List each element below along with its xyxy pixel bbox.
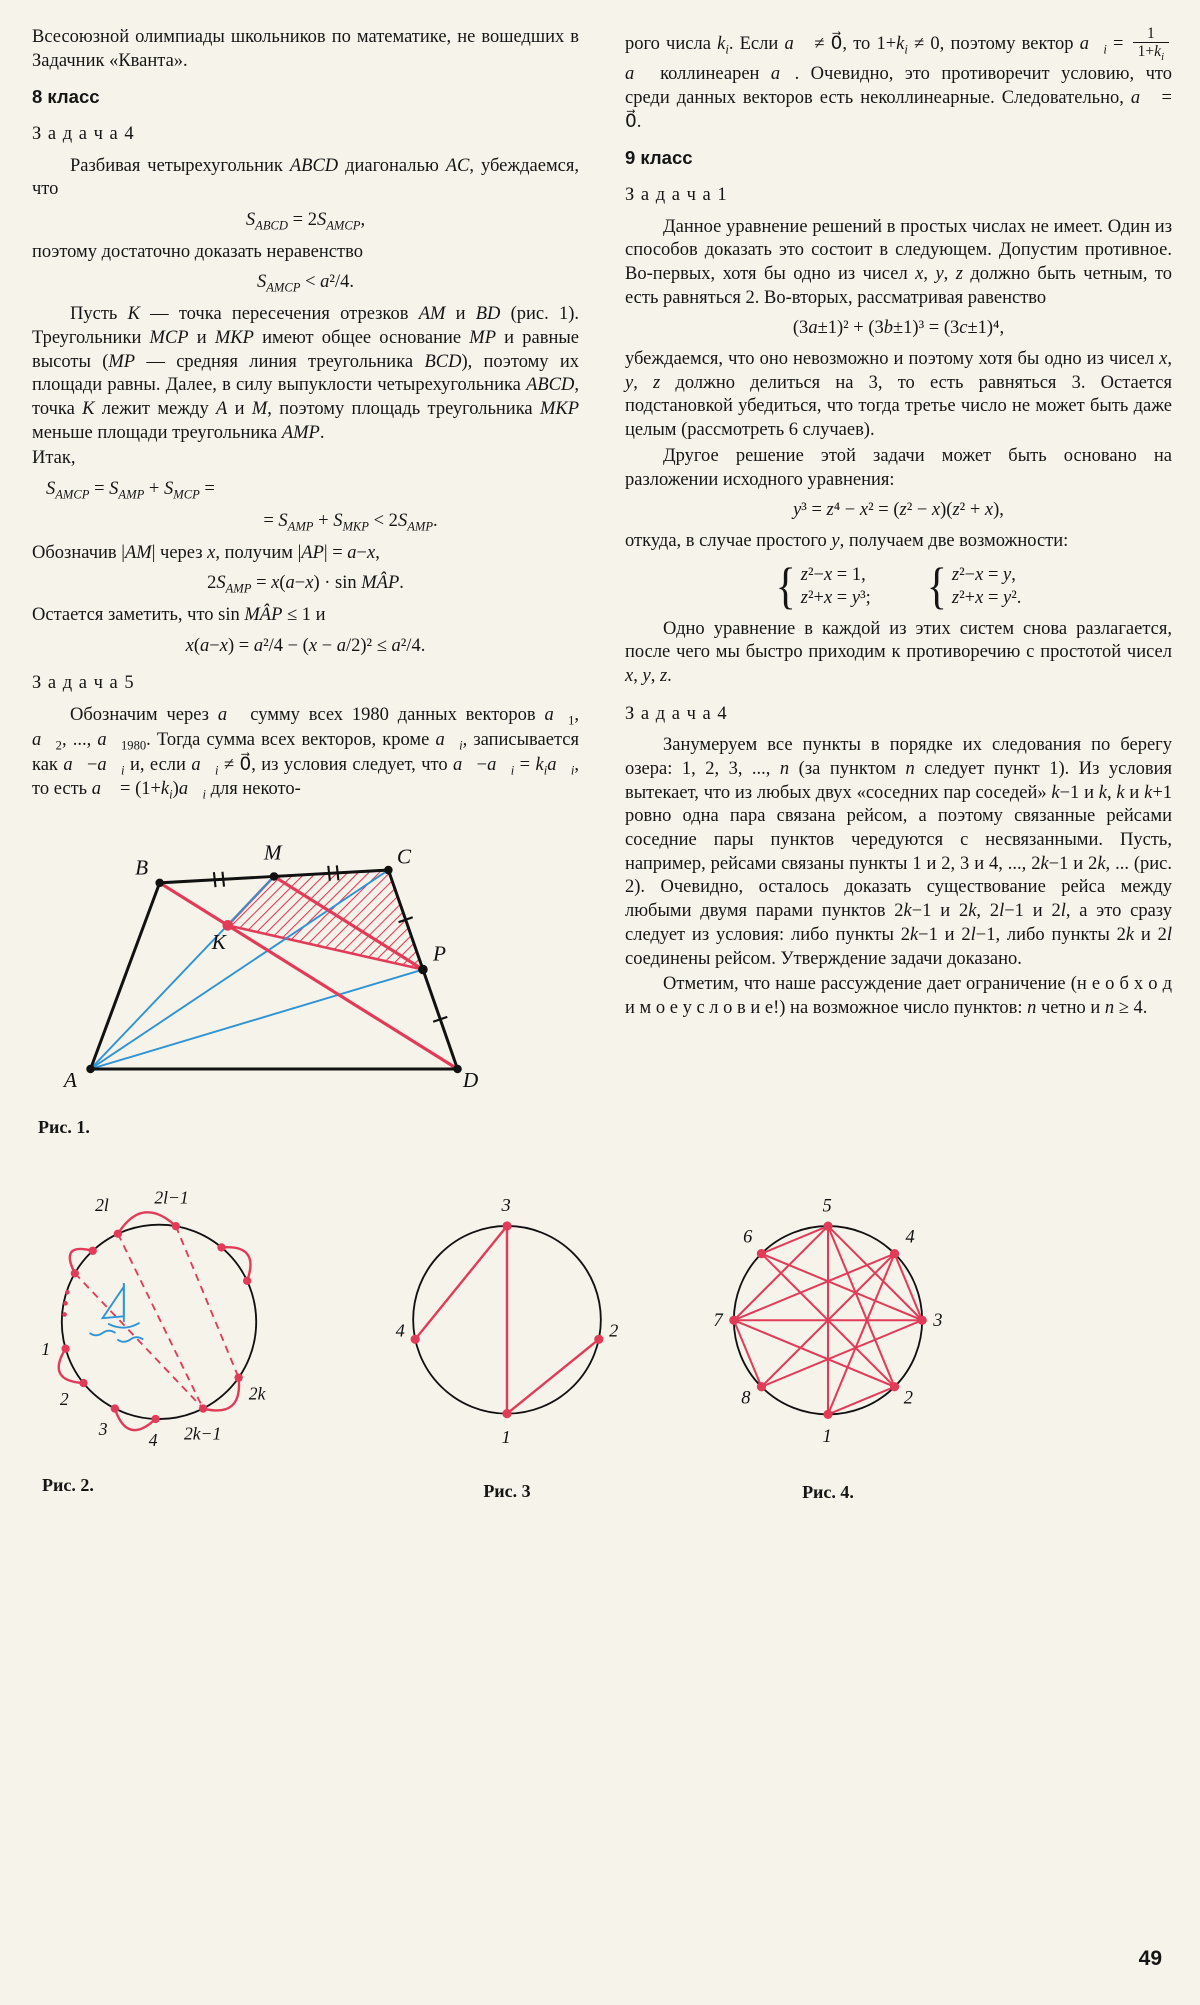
- formula: $2S_{AMP} = x(a-x) \cdot \sin$ MÂP.: [207, 573, 404, 596]
- paragraph-text: a⃗ коллинеарен a⃗. Очевидно, это противоречит условию, что среди данных векторов есть неколлинеарные. Следовательно, a⃗ = 0⃗.: [625, 64, 1172, 132]
- formula: $S_{AMCP} = S_{AMP} + S_{MCP}$ =: [46, 478, 215, 502]
- system-2: [926, 559, 1022, 615]
- label-5: 5: [822, 1195, 832, 1216]
- intro-paragraph: Всесоюзной олимпиады школьников по математике, не вошедших в Задачник «Кванта».: [32, 27, 579, 71]
- figure-1-caption: Рис. 1.: [38, 1117, 90, 1138]
- system-line: z²−x = y,: [951, 564, 1016, 585]
- right-column: [625, 26, 1172, 1139]
- label-A: A: [63, 1068, 77, 1093]
- task-heading-4: З а д а ч а 4: [32, 124, 135, 145]
- label-3: 3: [933, 1310, 943, 1331]
- label-2k-1: 2k−1: [183, 1423, 222, 1444]
- figures-row: [0, 1183, 1200, 1503]
- figure-4-caption: Рис. 4.: [802, 1482, 854, 1503]
- figure-1-svg: [32, 819, 532, 1104]
- label-3: 3: [501, 1195, 511, 1216]
- figure-4: [708, 1191, 948, 1503]
- task-heading-1: З а д а ч а 1: [625, 185, 728, 206]
- fraction-numerator: 1: [1146, 25, 1155, 42]
- formula: (3a±1)² + (3b±1)³ = (3c±1)⁴,: [792, 318, 1005, 339]
- equation-systems: [625, 559, 1172, 615]
- paragraph: Отметим, что наше рассуждение дает ограничение (н е о б х о д и м о е у с л о в и е!) на возможное число пунктов: n четно и n ≥ 4.: [625, 974, 1172, 1018]
- paragraph: Обозначив |AM| через x, получим |AP| = a−x,: [32, 542, 380, 563]
- paragraph: Итак,: [32, 448, 76, 469]
- sailboat-icon: [90, 1283, 144, 1342]
- ellipsis-dot: [65, 1290, 70, 1295]
- figure-3-caption: Рис. 3: [483, 1481, 531, 1502]
- section-heading-grade9: 9 класс: [625, 147, 693, 169]
- label-2: 2: [609, 1320, 619, 1341]
- label-P: P: [433, 941, 447, 966]
- formula: x(a−x) = a²/4 − (x − a/2)² ≤ a²/4.: [185, 635, 426, 656]
- task-heading-4b: З а д а ч а 4: [625, 703, 728, 724]
- label-4: 4: [148, 1430, 158, 1451]
- dashed-flights: [75, 1226, 239, 1408]
- formula: $S_{ABCD} = 2S_{AMCP}$,: [245, 210, 366, 233]
- label-4: 4: [905, 1226, 915, 1247]
- figure-2-caption: Рис. 2.: [42, 1475, 94, 1496]
- paragraph: Занумеруем все пункты в порядке их следования по берегу озера: 1, 2, 3, ..., n (за пунктом n следует пункт 1). Из условия вытекает, что из любых двух «соседних пар соседей» k−1 и k, k и k+1 ровно одна пара связана рейсом, а поэтому связанные рейсами соседние пары пунктов чередуются с несвязанными. Пусть, например, рейсами связаны пункты 1 и 2, 3 и 4, ..., 2k−1 и 2k, ... (рис. 2). Очевидно, осталось доказать существование рейса между любыми двумя парами пунктов 2k−1 и 2k, 2l−1 и 2l, а это сразу следует из условия: либо пункты 2k−1 и 2l−1, либо пункты 2k и 2l соединены рейсом. Утверждение задачи доказано.: [625, 735, 1173, 969]
- label-8: 8: [741, 1387, 751, 1408]
- figure-3-svg: [392, 1191, 622, 1467]
- label-2: 2: [903, 1387, 913, 1408]
- paragraph: [625, 26, 1172, 134]
- label-M: M: [263, 840, 282, 865]
- left-column: [32, 26, 579, 1139]
- task-heading-5: З а д а ч а 5: [32, 673, 135, 694]
- figure-4-svg: [708, 1191, 948, 1468]
- label-1: 1: [501, 1427, 511, 1448]
- label-2: 2: [59, 1389, 69, 1410]
- paragraph: Остается заметить, что sin MÂP ≤ 1 и: [32, 604, 326, 625]
- label-6: 6: [743, 1226, 753, 1247]
- paragraph: откуда, в случае простого y, получаем две возможности:: [625, 530, 1069, 551]
- system-line: z²+x = y².: [951, 587, 1022, 608]
- label-D: D: [462, 1068, 479, 1093]
- paragraph: Одно уравнение в каждой из этих систем снова разлагается, после чего мы быстро приходим к противоречию с простотой чисел x, y, z.: [625, 618, 1172, 687]
- brace: {: [926, 559, 947, 615]
- brace: {: [775, 559, 796, 615]
- label-4: 4: [395, 1320, 405, 1341]
- label-C: C: [396, 844, 412, 869]
- page-number: 49: [1138, 1947, 1162, 1970]
- label-7: 7: [713, 1310, 723, 1331]
- harbor-dots: [61, 1222, 251, 1423]
- paragraph: Данное уравнение решений в простых числах не имеет. Один из способов доказать это состоит в следующем. Допустим противное. Во-первых, хотя бы одно из чисел x, y, z должно быть четным, то есть равняться 2. Во-вторых, рассматривая равенство: [625, 216, 1173, 308]
- label-2l: 2l: [95, 1195, 109, 1216]
- figure-1: [32, 819, 579, 1139]
- flight-chords: [415, 1226, 599, 1414]
- system-line: z²−x = 1,: [800, 564, 866, 585]
- label-2l-1: 2l−1: [154, 1187, 189, 1208]
- ellipsis-dot: [63, 1301, 68, 1306]
- paragraph: убеждаемся, что оно невозможно и поэтому хотя бы одно из чисел x, y, z должно делиться на 3, то есть равняться 3. Остается подстановкой убедиться, что тогда третье число не может быть даже целым (рассмотреть 6 случаев).: [625, 349, 1173, 441]
- figure-2-svg: [34, 1183, 284, 1461]
- label-B: B: [135, 855, 149, 880]
- paragraph: Разбивая четырехугольник ABCD диагональю AC, убеждаемся, что: [32, 155, 579, 200]
- ellipsis-dot: [62, 1312, 67, 1317]
- paragraph: поэтому достаточно доказать неравенство: [32, 241, 363, 262]
- fraction-denominator: $1+k_i$: [1133, 42, 1169, 63]
- label-K: K: [211, 929, 226, 954]
- label-1: 1: [822, 1426, 832, 1447]
- system-line: z²+x = y³;: [800, 587, 871, 608]
- formula: = $S_{AMP} + S_{MKP} < 2S_{AMP}$.: [263, 510, 438, 534]
- figure-3: [392, 1191, 622, 1502]
- point-labels: [41, 1188, 266, 1451]
- paragraph: Пусть K — точка пересечения отрезков AM и BD (рис. 1). Треугольники MCP и MKP имеют общее основание MP и равные высоты (MP — средняя линия треугольника BCD), поэтому их площади равны. Далее, в силу выпуклости четырехугольника ABCD, точка K лежит между A и M, поэтому площадь треугольника MKP меньше площади треугольника AMP.: [32, 304, 580, 443]
- formula: $S_{AMCP} < a^2/4$.: [257, 272, 354, 296]
- label-1: 1: [41, 1339, 51, 1360]
- fraction: [1133, 26, 1169, 63]
- formula: y³ = z⁴ − x² = (z² − x)(z² + x),: [793, 500, 1004, 521]
- system-1: [775, 559, 871, 615]
- label-2k: 2k: [248, 1383, 266, 1404]
- paragraph-text: рого числа $k_i$. Если a⃗ ≠ 0⃗, то $1+k_i \ne 0$, поэтому вектор $a⃗_i$ =: [625, 33, 1130, 57]
- paragraph: Обозначим через a⃗ сумму всех 1980 данных векторов $a⃗_1$, $a⃗_2$, ..., $a⃗_{1980}$. Тогда сумма всех векторов, кроме $a⃗_i$, записывается как $a⃗-a⃗_i$ и, если $a⃗_i$ ≠ 0⃗, из условия следует, что $a⃗-a⃗_i$ = $k_ia⃗_i$, то есть a⃗ = $(1+k_i)a⃗_i$ для некото-: [32, 705, 580, 803]
- paragraph: Другое решение этой задачи может быть основано на разложении исходного уравнения:: [625, 445, 1172, 490]
- label-3: 3: [98, 1419, 108, 1440]
- figure-2: [34, 1183, 284, 1496]
- section-heading-grade8: 8 класс: [32, 86, 100, 108]
